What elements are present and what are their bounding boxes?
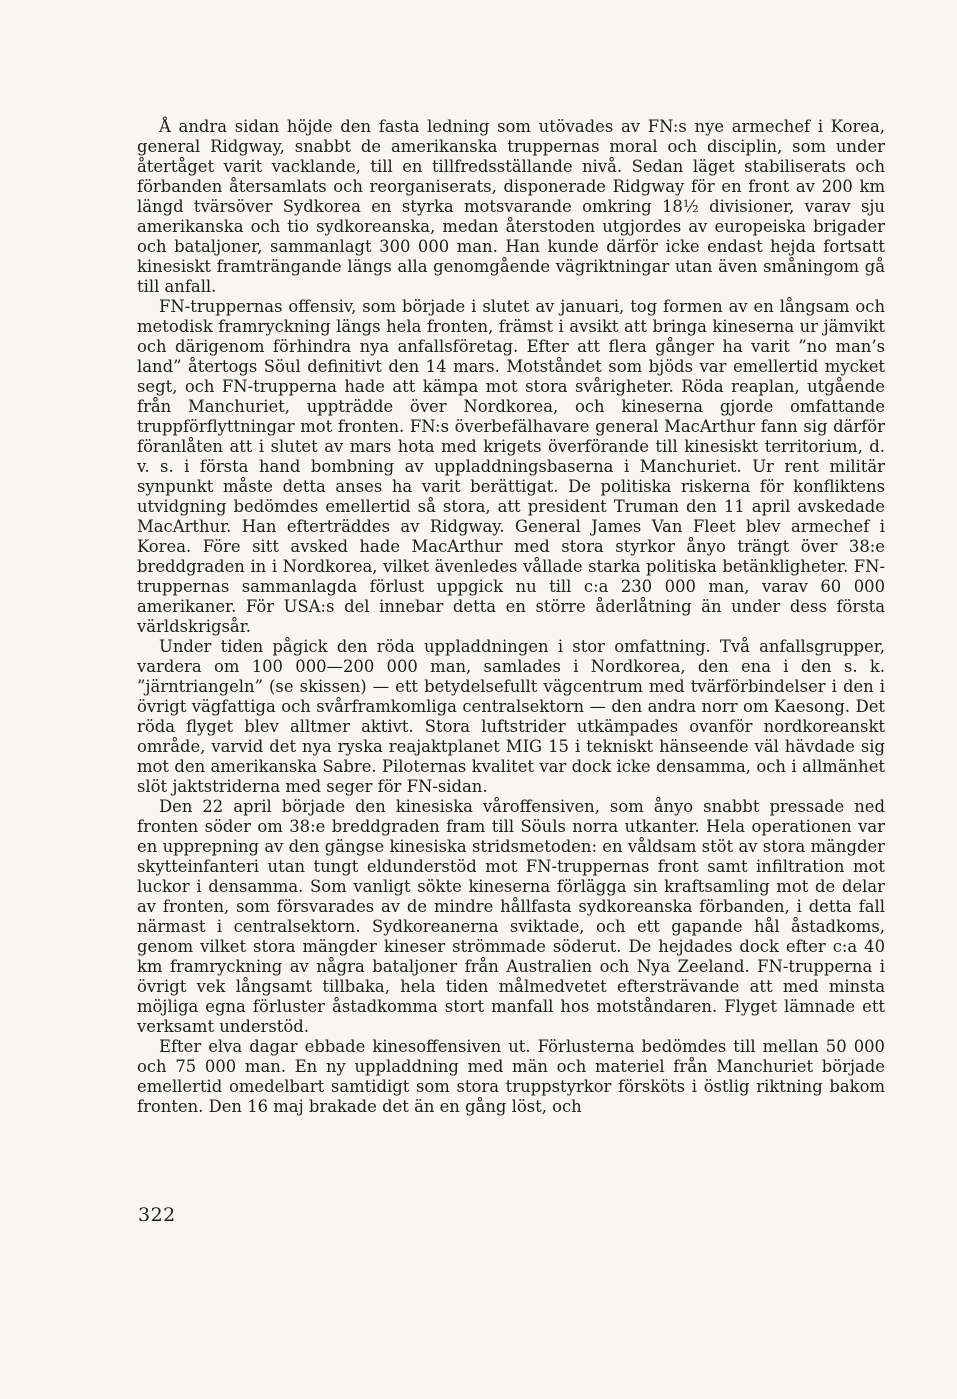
paragraph-4: Den 22 april började den kinesiska våroffensiven, som ånyo snabbt pressade ned fronten söder om 38:e breddgraden fram till Söuls norra utkanter. Hela operationen var en upprepning av den gängse kinesiska stridsmetoden: en våldsam stöt av stora mängder skytteinfanteri utan tungt eldunderstöd mot FN-truppernas front samt infiltration mot luckor i densamma. Som vanligt sökte kineserna förlägga sin kraftsamling mot de delar av fronten, som försvarades av de mindre hållfasta sydkoreanska förbanden, i detta fall närmast i centralsektorn. Sydkoreanerna sviktade, och ett gapande hål åstadkoms, genom vilket stora mängder kineser strömmade söderut. De hejdades dock efter c:a 40 km framryckning av några bataljoner från Australien och Nya Zeeland. FN-trupperna i övrigt vek långsamt tillbaka, hela tiden målmedvetet eftersträvande att med minsta möjliga egna förluster åstadkomma stort manfall hos motståndaren. Flyget lämnade ett verksamt understöd. [137, 797, 885, 1036]
paragraph-3: Under tiden pågick den röda uppladdningen i stor omfattning. Två anfallsgrupper, vardera om 100 000—200 000 man, samlades i Nordkorea, den ena i den s. k. ”järntriangeln” (se skissen) — ett betydelsefullt vägcentrum med tvärförbindelser i den i övrigt vägfattiga och svårframkomliga centralsektorn — den andra norr om Kaesong. Det röda flyget blev alltmer aktivt. Stora luftstrider utkämpades ovanför nordkoreanskt område, varvid det nya ryska reajaktplanet MIG 15 i tekniskt hänseende väl hävdade sig mot den amerikanska Sabre. Piloternas kvalitet var dock icke densamma, och i allmänhet slöt jaktstriderna med seger för FN-sidan. [137, 637, 885, 796]
page-number: 322 [138, 1204, 176, 1226]
paragraph-5: Efter elva dagar ebbade kinesoffensiven ut. Förlusterna bedömdes till mellan 50 000 och 75 000 man. En ny uppladdning med män och materiel från Manchuriet började emellertid omedelbart samtidigt som stora truppstyrkor försköts i östlig riktning bakom fronten. Den 16 maj brakade det än en gång löst, och [137, 1037, 885, 1116]
body-text [137, 117, 885, 1117]
paragraph-1: Å andra sidan höjde den fasta ledning som utövades av FN:s nye armechef i Korea, general Ridgway, snabbt de amerikanska truppernas moral och disciplin, som under återtåget varit vacklande, till en tillfredsställande nivå. Sedan läget stabiliserats och förbanden återsamlats och reorganiserats, disponerade Ridgway för en front av 200 km längd tvärsöver Sydkorea en styrka motsvarande omkring 18½ divisioner, varav sju amerikanska och tio sydkoreanska, medan återstoden utgjordes av europeiska brigader och bataljoner, sammanlagt 300 000 man. Han kunde därför icke endast hejda fortsatt kinesiskt framträngande längs alla genomgående vägriktningar utan även småningom gå till anfall. [137, 117, 885, 296]
paragraph-2: FN-truppernas offensiv, som började i slutet av januari, tog formen av en långsam och metodisk framryckning längs hela fronten, främst i avsikt att bringa kineserna ur jämvikt och därigenom förhindra nya anfallsföretag. Efter att flera gånger ha varit ”no man’s land” återtogs Söul definitivt den 14 mars. Motståndet som bjöds var emellertid mycket segt, och FN-trupperna hade att kämpa mot stora svårigheter. Röda reaplan, utgående från Manchuriet, uppträdde över Nordkorea, och kineserna gjorde omfattande truppförflyttningar mot fronten. FN:s överbefälhavare general MacArthur fann sig därför föranlåten att i slutet av mars hota med krigets överförande till kinesiskt territorium, d. v. s. i första hand bombning av uppladdningsbaserna i Manchuriet. Ur rent militär synpunkt måste detta anses ha varit berättigat. De politiska riskerna för konfliktens utvidgning bedömdes emellertid så stora, att president Truman den 11 april avskedade MacArthur. Han efterträddes av Ridgway. General James Van Fleet blev armechef i Korea. Före sitt avsked hade MacArthur med stora styrkor ånyo trängt över 38:e breddgraden in i Nordkorea, vilket ävenledes vållade starka politiska betänkligheter. FN-truppernas sammanlagda förlust uppgick nu till c:a 230 000 man, varav 60 000 amerikaner. För USA:s del innebar detta en större åderlåtning än under dess första världskrigsår. [137, 297, 885, 636]
